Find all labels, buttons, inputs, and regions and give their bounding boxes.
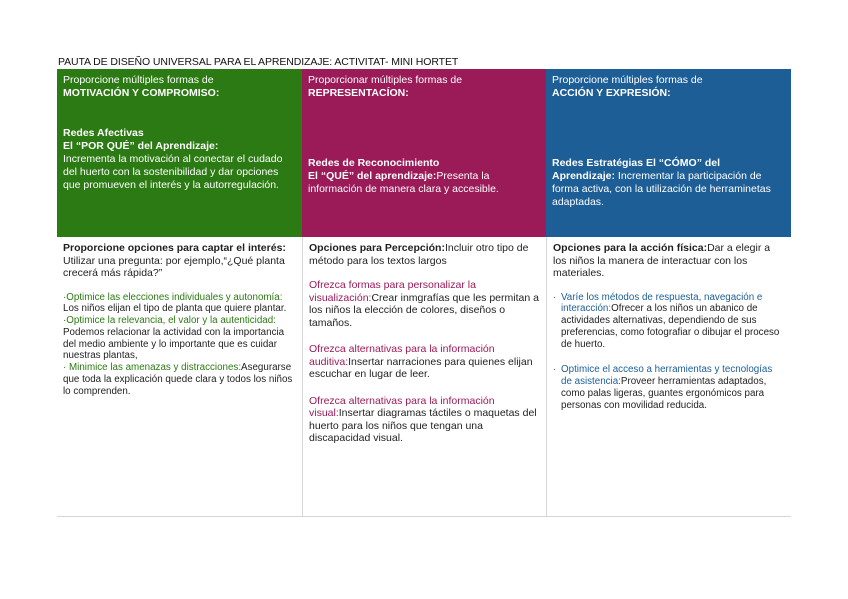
header-action (546, 69, 791, 237)
option-paragraph: Proporcione opciones para captar el interés: Utilizar una pregunta: por ejemplo,“¿Qué planta crecerá más rápida?” (63, 242, 286, 279)
network-name: Redes de Reconocimiento (308, 157, 440, 169)
header-principle: MOTIVACIÓN Y COMPROMISO: (63, 87, 220, 99)
document-title: PAUTA DE DISEÑO UNIVERSAL PARA EL APRENDIZAJE: ACTIVITAT- MINI HORTET (58, 56, 459, 68)
body-representation (302, 237, 546, 516)
network-question: El “POR QUÉ” del Aprendizaje: (63, 140, 219, 152)
list-item: ·Optimice la relevancia, el valor y la autenticidad: Podemos relacionar la actividad con la importancia del medio ambiente y lo importante que es cuidar nuestras plantas, (63, 315, 285, 362)
bullet-icon: · (553, 364, 557, 376)
list-item: Ofrezca alternativas para la información auditiva:Insertar narraciones para quienes elijan escuchar en lugar de leer. (309, 343, 533, 380)
header-intro: Proporcionar múltiples formas de (308, 74, 463, 86)
list-item: Ofrezca formas para personalizar la visualización:Crear inmgrafías que les permitan a los niños la elección de colores, diseños o tamaños. (309, 279, 539, 329)
option-paragraph: Opciones para Percepción:Incluir otro tipo de método para los textos largos (309, 242, 529, 267)
header-principle: ACCIÓN Y EXPRESIÓN: (552, 87, 671, 99)
list-item: Ofrezca alternativas para la información visual:Insertar diagramas táctiles o maquetas del huerto para los niños que tengan una discapacidad visual. (309, 394, 537, 444)
network-question: Redes Estratégias El “CÓMO” del Aprendizaje: (552, 157, 721, 182)
dua-table (57, 69, 791, 517)
header-row (57, 69, 791, 237)
body-action (546, 237, 791, 516)
network-description: El “QUÉ” del aprendizaje:Presenta la información de manera clara y accesible. (308, 170, 499, 195)
network-question: El “QUÉ” del aprendizaje: (308, 170, 437, 182)
header-principle: REPRESENTACÍON: (308, 87, 409, 99)
list-item: · Varíe los métodos de respuesta, navegación e interacción:Ofrecer a los niños un abanico de actividades alternativas, dependiendo de sus preferencias, como fotografiar o dibujar el proceso de huerto. (553, 291, 780, 350)
list-item: · Minimice las amenazas y distracciones:Asegurarse que toda la explicación quede clara y todos los niños lo comprenden. (63, 362, 293, 397)
network-description: Redes Estratégias El “CÓMO” del Aprendizaje: Incrementar la participación de forma activa, con la utilización de herraminetas adaptadas. (552, 157, 771, 208)
list-item: ·Optimice las elecciones individuales y autonomía: Los niños elijan el tipo de planta que quiere plantar. (63, 291, 287, 315)
header-intro: Proporcione múltiples formas de (63, 74, 214, 86)
network-description: Incrementa la motivación al conectar el cudado del huerto con la sostenibilidad y dar opciones que promueven el interés y la autorregulación. (63, 153, 283, 191)
list-item: · Optimice el acceso a herramientas y tecnologías de asistencia:Proveer herramientas adaptados, como palas ligeras, guantes ergonómicos para personas con movilidad reducida. (553, 364, 773, 411)
option-paragraph: Opciones para la acción física:Dar a elegir a los niños la manera de interactuar con los materiales. (553, 242, 771, 279)
header-motivation (57, 69, 302, 237)
header-intro: Proporcione múltiples formas de (552, 74, 703, 86)
network-name: Redes Afectivas (63, 127, 144, 139)
header-representation (302, 69, 546, 237)
bullet-icon: · (553, 291, 557, 303)
body-row (57, 237, 791, 517)
body-motivation (57, 237, 302, 516)
